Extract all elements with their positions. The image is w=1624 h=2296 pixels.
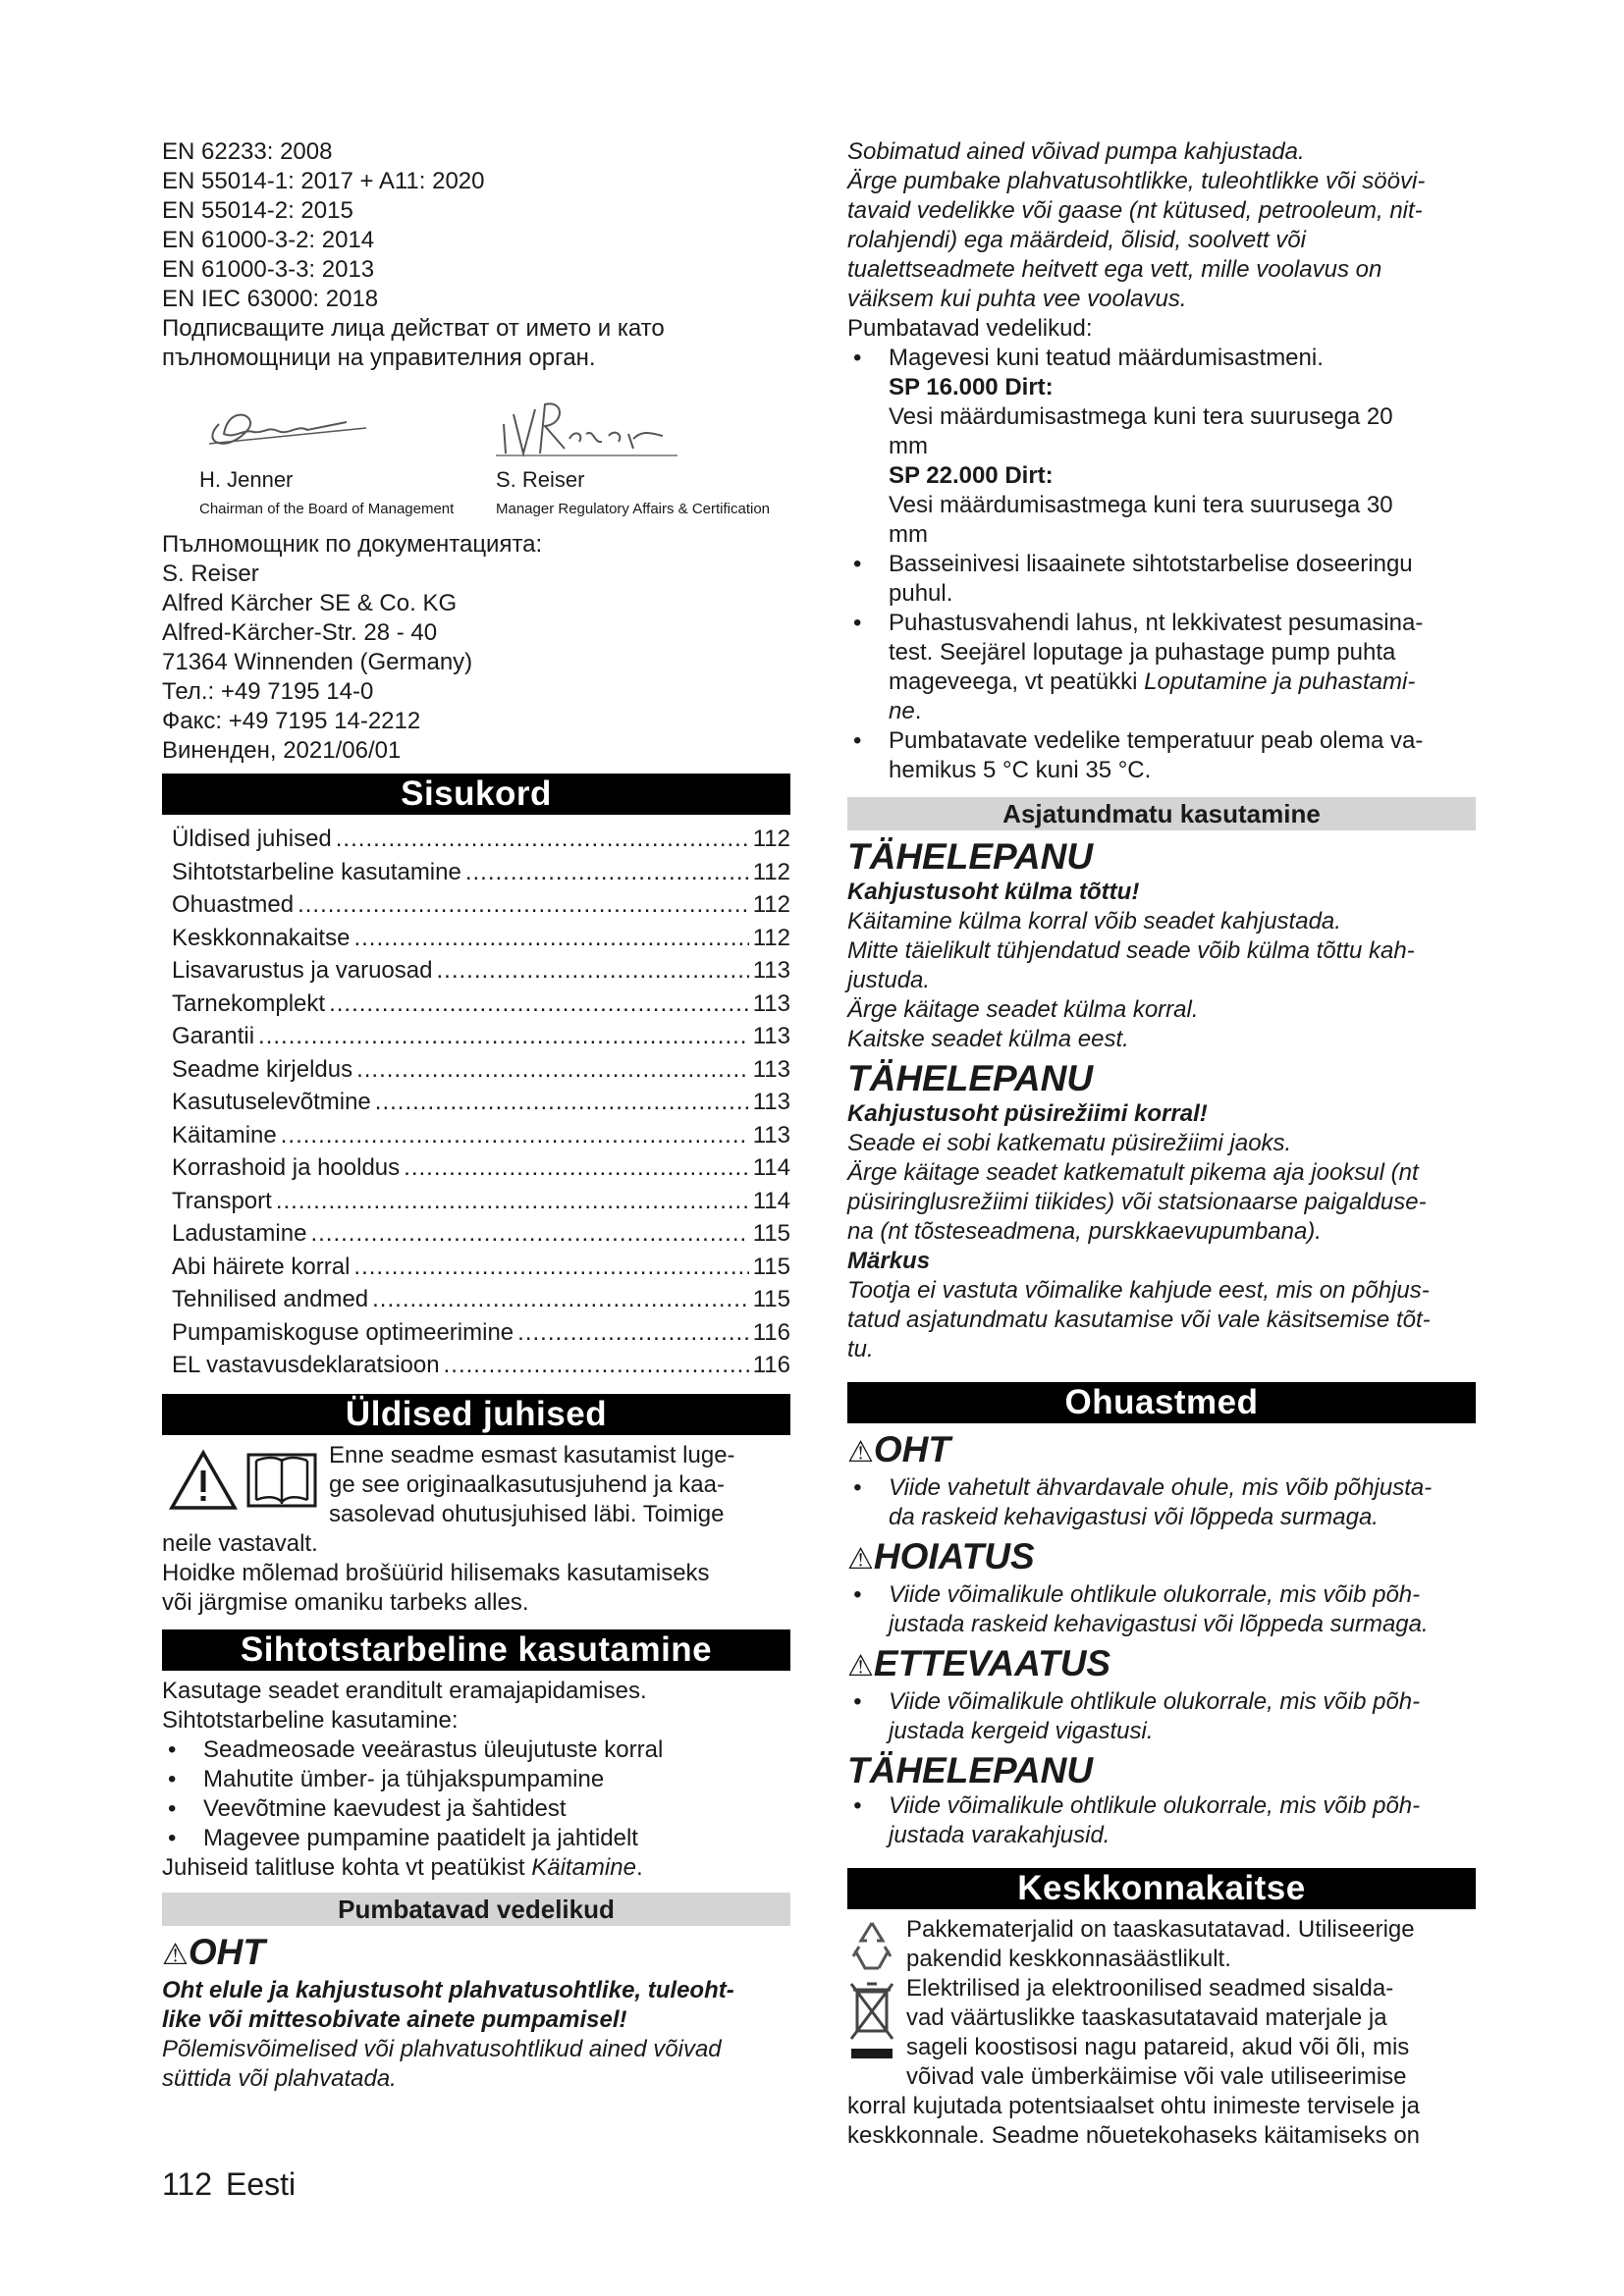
notice-heading: TÄHELEPANU <box>847 836 1094 877</box>
toc-entry-page: 115 <box>752 1286 790 1312</box>
warning-triangle-icon: ⚠ <box>847 1543 874 1575</box>
toc-leader <box>356 1053 749 1087</box>
toc-entry-page: 112 <box>752 924 790 951</box>
toc-entry-page: 114 <box>752 1154 790 1181</box>
hoiatus-heading <box>847 1536 1476 1580</box>
toc-leader <box>276 1185 749 1218</box>
intended-text: Kasutage seadet eranditult eramajapidamises. <box>162 1677 647 1704</box>
model-text: mm <box>889 521 928 548</box>
signature-name: H. Jenner <box>199 467 294 492</box>
note-text: tu. <box>847 1336 874 1362</box>
toc-entry-page: 112 <box>752 891 790 918</box>
note-text: tatud asjatundmatu kasutamise või vale käsitsemise tõt- <box>847 1307 1431 1333</box>
recycling-block <box>847 1915 1476 1974</box>
contact-line: Alfred-Kärcher-Str. 28 - 40 <box>162 619 438 646</box>
toc-leader <box>444 1349 749 1382</box>
model-text: mm <box>889 433 928 459</box>
toc-entry-title: Pumpamiskoguse optimeerimine <box>172 1318 514 1346</box>
intro-text: Sobimatud ained võivad pumpa kahjustada. <box>847 138 1305 165</box>
hazard-text: justada raskeid kehavigastusi või lõppeda surmaga. <box>889 1611 1429 1637</box>
danger-text: Põlemisvõimelised või plahvatusohtlikud ained võivad <box>162 2035 722 2062</box>
toc-entry-title: Korrashoid ja hooldus <box>172 1154 401 1181</box>
note-label: Märkus <box>847 1248 931 1274</box>
toc-entry-title: Abi häirete korral <box>172 1253 351 1280</box>
toc-entry-title: Keskkonnakaitse <box>172 924 351 951</box>
crossed-bin-icon <box>847 1978 896 2066</box>
toc-entry-title: Üldised juhised <box>172 826 332 852</box>
pumpable-label: Pumbatavad vedelikud: <box>847 315 1093 342</box>
toc-entry[interactable] <box>162 988 790 1021</box>
contact-line: 71364 Winnenden (Germany) <box>162 649 473 675</box>
intro-text: rolahjendi) ega määrdeid, õlisid, soolvett või <box>847 227 1306 253</box>
environment-text: pakendid keskkonnasäästlikult. <box>906 1946 1231 1972</box>
ettevaatus-label: ETTEVAATUS <box>873 1643 1111 1683</box>
toc-entry-page: 115 <box>752 1220 790 1247</box>
general-instructions <box>162 1441 790 1529</box>
toc-entry[interactable] <box>162 954 790 988</box>
subsection-heading-misuse: Asjatundmatu kasutamine <box>847 797 1476 830</box>
norm: EN 61000-3-2: 2014 <box>162 227 375 253</box>
general-text: sasolevad ohutusjuhised läbi. Toimige <box>329 1500 725 1527</box>
norms-list <box>162 137 790 373</box>
danger-text: Oht elule ja kahjustusoht plahvatusohtlike, tuleoht- <box>162 1976 734 2003</box>
warning-triangle-icon: ⚠ <box>847 1650 874 1682</box>
toc-leader <box>258 1020 749 1053</box>
general-text: ge see originaalkasutusjuhend ja kaa- <box>329 1470 725 1498</box>
danger-label: OHT <box>188 1931 266 1972</box>
toc-entry-page: 112 <box>752 858 790 885</box>
toc-leader <box>372 1283 749 1316</box>
list-item-cont <box>847 697 1476 726</box>
toc-entry[interactable] <box>162 823 790 856</box>
intro-text: Ärge pumbake plahvatusohtlikke, tuleohtlikke või söövi- <box>847 168 1426 194</box>
warning-triangle-icon <box>168 1449 239 1512</box>
contact-block <box>162 530 790 766</box>
chapter-link[interactable]: Loputamine ja puhastami- <box>1144 668 1416 695</box>
notice-bold: Kahjustusoht külma tõttu! <box>847 879 1140 905</box>
norm: EN 62233: 2008 <box>162 138 333 165</box>
list-item: • Seadmeosade veeärastus üleujutuste korral <box>162 1735 790 1765</box>
environment-text: keskkonnale. Seadme nõuetekohaseks käitamiseks on <box>847 2122 1421 2149</box>
contact-line: S. Reiser <box>162 561 259 587</box>
toc-entry-page: 112 <box>752 826 790 852</box>
toc-entry[interactable] <box>162 1151 790 1185</box>
notice-text: Käitamine külma korral võib seadet kahjustada. <box>847 908 1341 934</box>
toc-entry-page: 113 <box>752 1121 790 1148</box>
toc-entry[interactable] <box>162 1020 790 1053</box>
intended-reference <box>162 1853 790 1883</box>
toc-entry[interactable] <box>162 1053 790 1087</box>
table-of-contents <box>162 823 790 1382</box>
section-heading-intended-use: Sihtotstarbeline kasutamine <box>162 1629 790 1671</box>
danger-heading <box>162 1932 790 1976</box>
intro-text: väiksem kui puhta vee voolavus. <box>847 286 1187 312</box>
toc-entry[interactable] <box>162 1185 790 1218</box>
toc-leader <box>404 1151 749 1185</box>
toc-entry[interactable] <box>162 1086 790 1119</box>
toc-entry-page: 114 <box>752 1187 790 1214</box>
general-text: neile vastavalt. <box>162 1529 318 1557</box>
list-item: • Veevõtmine kaevudest ja šahtidest <box>162 1794 790 1824</box>
norm: EN 61000-3-3: 2013 <box>162 256 375 283</box>
signature-jenner-graphic <box>189 385 376 463</box>
signatories-note: Подписващите лица действат от името и като <box>162 315 665 342</box>
right-column <box>847 137 1476 2151</box>
toc-entry-title: Lisavarustus ja varuosad <box>172 957 433 984</box>
signature-title: Chairman of the Board of Management <box>199 501 455 517</box>
hazard-text: • Viide võimalikule ohtlikule olukorrale, mis võib põh- <box>847 1580 1476 1610</box>
general-text: Enne seadme esmast kasutamist luge- <box>329 1441 735 1468</box>
toc-entry[interactable] <box>162 1119 790 1152</box>
environment-text: võivad vale ümberkäimise või vale utiliseerimise <box>906 2063 1407 2090</box>
contact-line: Факс: +49 7195 14-2212 <box>162 708 421 734</box>
list-item-cont <box>847 667 1476 697</box>
toc-entry[interactable] <box>162 888 790 922</box>
toc-entry-page: 113 <box>752 957 790 984</box>
general-text: Hoidke mõlemad brošüürid hilisemaks kasutamiseks <box>162 1559 710 1586</box>
notice-text: püsiringlusrežiimi tiikides) või statsionaarse paigalduse- <box>847 1189 1427 1215</box>
toc-entry-page: 116 <box>752 1352 790 1378</box>
notice-text: Mitte täielikult tühjendatud seade võib külma tõttu kah- <box>847 937 1415 964</box>
reference-end: . <box>914 698 922 724</box>
section-heading-environment: Keskkonnakaitse <box>847 1868 1476 1909</box>
model-text: Vesi määrdumisastmega kuni tera suurusega 30 <box>889 492 1393 518</box>
oht-label: OHT <box>873 1429 951 1469</box>
signatories-note: пълномощници на управителния орган. <box>162 345 596 371</box>
page-number: 112 <box>162 2166 213 2202</box>
environment-text: vad väärtuslikke taaskasutatavaid materjale ja <box>906 2004 1387 2031</box>
signature-title: Manager Regulatory Affairs & Certification <box>496 501 771 517</box>
weee-block <box>847 1974 1476 2092</box>
list-item: • Basseinivesi lisaainete sihtotstarbelise doseeringu <box>847 550 1476 579</box>
toc-leader <box>353 922 748 955</box>
toc-entry-page: 113 <box>752 1023 790 1049</box>
toc-entry-title: Tarnekomplekt <box>172 989 326 1017</box>
notice-text: Ärge käitage seadet katkematult pikema aja jooksul (nt <box>847 1159 1419 1186</box>
environment-text: Pakkematerjalid on taaskasutatavad. Utiliseerige <box>906 1916 1415 1943</box>
toc-entry-title: Käitamine <box>172 1121 277 1148</box>
chapter-link[interactable]: Käitamine <box>531 1853 636 1881</box>
toc-entry-page: 113 <box>752 1055 790 1083</box>
chapter-link[interactable]: ne <box>889 698 915 724</box>
toc-leader <box>353 1251 748 1284</box>
list-item-cont: hemikus 5 °C kuni 35 °C. <box>889 757 1152 783</box>
toc-entry-title: Ladustamine <box>172 1220 307 1247</box>
toc-entry-title: Seadme kirjeldus <box>172 1055 353 1083</box>
toc-entry-title: Sihtotstarbeline kasutamine <box>172 858 461 885</box>
notice-heading: TÄHELEPANU <box>847 1058 1094 1098</box>
list-item-cont: puhul. <box>889 580 953 607</box>
signature-reiser-graphic <box>496 385 682 463</box>
model-label: SP 22.000 Dirt: <box>889 462 1054 489</box>
environment-text: korral kujutada potentsiaalset ohtu inimeste tervisele ja <box>847 2093 1420 2119</box>
norm: EN IEC 63000: 2018 <box>162 286 379 312</box>
environment-text: Elektrilised ja elektroonilised seadmed sisalda- <box>906 1975 1394 2002</box>
oht-heading <box>847 1429 1476 1473</box>
toc-entry-title: EL vastavusdeklaratsioon <box>172 1352 440 1378</box>
list-item: • Mahutite ümber- ja tühjakspumpamine <box>162 1765 790 1794</box>
hazard-text: justada varakahjusid. <box>889 1822 1110 1848</box>
warning-triangle-icon: ⚠ <box>847 1436 874 1468</box>
toc-entry-page: 113 <box>752 1089 790 1115</box>
toc-entry[interactable] <box>162 856 790 889</box>
toc-entry[interactable] <box>162 1217 790 1251</box>
tahelepanu-heading: TÄHELEPANU <box>847 1750 1094 1790</box>
contact-line: Виненден, 2021/06/01 <box>162 737 402 764</box>
list-item: • Magevee pumpamine paatidelt ja jahtidelt <box>162 1824 790 1853</box>
toc-entry-title: Tehnilised andmed <box>172 1286 369 1312</box>
toc-entry-title: Transport <box>172 1187 272 1214</box>
toc-leader <box>298 888 749 922</box>
list-item: • Magevesi kuni teatud määrdumisastmeni. <box>847 344 1476 373</box>
norm: EN 55014-2: 2015 <box>162 197 353 224</box>
norm: EN 55014-1: 2017 + A11: 2020 <box>162 168 485 194</box>
intro-text: tualettseadmete heitvett ega vett, mille voolavus on <box>847 256 1382 283</box>
toc-entry-title: Ohuastmed <box>172 891 295 918</box>
notice-bold: Kahjustusoht püsirežiimi korral! <box>847 1100 1208 1127</box>
section-heading-general: Üldised juhised <box>162 1394 790 1435</box>
toc-leader <box>329 988 749 1021</box>
toc-leader <box>465 856 749 889</box>
toc-leader <box>375 1086 749 1119</box>
hoiatus-label: HOIATUS <box>873 1536 1035 1576</box>
notice-text: Kaitske seadet külma eest. <box>847 1026 1129 1052</box>
toc-leader <box>336 823 749 856</box>
reference-end: . <box>635 1853 643 1881</box>
toc-entry[interactable] <box>162 1316 790 1350</box>
toc-entry-title: Kasutuselevõtmine <box>172 1089 371 1115</box>
toc-entry-page: 115 <box>752 1253 790 1280</box>
contact-line: Тел.: +49 7195 14-0 <box>162 678 374 705</box>
note-text: Tootja ei vastuta võimalike kahjude eest, mis on põhjus- <box>847 1277 1430 1304</box>
danger-text: süttida või plahvatada. <box>162 2064 397 2092</box>
notice-text: Ärge käitage seadet külma korral. <box>847 996 1199 1023</box>
signature-block <box>162 373 790 530</box>
reference-text: mageveega, vt peatükki <box>889 668 1145 695</box>
danger-text: like või mittesobivate ainete pumpamisel! <box>162 2005 627 2033</box>
contact-line: Пълномощник по документацията: <box>162 531 543 558</box>
intro-text: tavaid vedelikke või gaase (nt kütused, petrooleum, nit- <box>847 197 1423 224</box>
toc-leader <box>281 1119 749 1152</box>
environment-text: sageli koostisosi nagu patareid, akud või õli, mis <box>906 2034 1410 2060</box>
warning-triangle-icon: ⚠ <box>162 1938 189 1971</box>
contact-line: Alfred Kärcher SE & Co. KG <box>162 590 458 616</box>
model-label: SP 16.000 Dirt: <box>889 374 1054 400</box>
hazard-text: justada kergeid vigastusi. <box>889 1718 1154 1744</box>
general-text: või järgmise omaniku tarbeks alles. <box>162 1588 529 1616</box>
toc-leader <box>517 1316 749 1350</box>
ettevaatus-heading <box>847 1643 1476 1687</box>
toc-entry[interactable] <box>162 1251 790 1284</box>
toc-entry[interactable] <box>162 922 790 955</box>
subsection-heading-pumpable: Pumbatavad vedelikud <box>162 1893 790 1926</box>
toc-entry[interactable] <box>162 1349 790 1382</box>
list-item-cont: test. Seejärel loputage ja puhastage pump puhta <box>889 639 1396 666</box>
read-manual-book-icon <box>243 1449 321 1512</box>
footer-language: Eesti <box>226 2166 297 2202</box>
recycling-icon <box>847 1917 896 1972</box>
page-footer <box>162 2164 309 2204</box>
toc-entry-page: 116 <box>752 1318 790 1346</box>
list-item: • Pumbatavate vedelike temperatuur peab olema va- <box>847 726 1476 756</box>
section-heading-hazard-levels: Ohuastmed <box>847 1382 1476 1423</box>
notice-text: justuda. <box>847 967 931 993</box>
toc-leader <box>310 1217 748 1251</box>
reference-text: Juhiseid talitluse kohta vt peatükist <box>162 1853 532 1881</box>
toc-entry-page: 113 <box>752 989 790 1017</box>
hazard-text: da raskeid kehavigastusi või lõppeda surmaga. <box>889 1504 1379 1530</box>
toc-entry-title: Garantii <box>172 1023 255 1049</box>
left-column <box>162 137 790 2094</box>
hazard-text: • Viide vahetult ähvardavale ohule, mis võib põhjusta- <box>847 1473 1476 1503</box>
toc-leader <box>436 954 748 988</box>
signature-name: S. Reiser <box>496 467 585 492</box>
toc-entry[interactable] <box>162 1283 790 1316</box>
list-item: • Puhastusvahendi lahus, nt lekkivatest pesumasina- <box>847 609 1476 638</box>
notice-text: na (nt tõsteseadmena, purskkaevupumbana). <box>847 1218 1322 1245</box>
hazard-text: • Viide võimalikule ohtlikule olukorrale, mis võib põh- <box>847 1791 1476 1821</box>
intended-text: Sihtotstarbeline kasutamine: <box>162 1706 459 1734</box>
hazard-text: • Viide võimalikule ohtlikule olukorrale, mis võib põh- <box>847 1687 1476 1717</box>
notice-text: Seade ei sobi katkematu püsirežiimi jaoks. <box>847 1130 1292 1156</box>
toc-heading: Sisukord <box>162 774 790 815</box>
model-text: Vesi määrdumisastmega kuni tera suurusega 20 <box>889 403 1393 430</box>
